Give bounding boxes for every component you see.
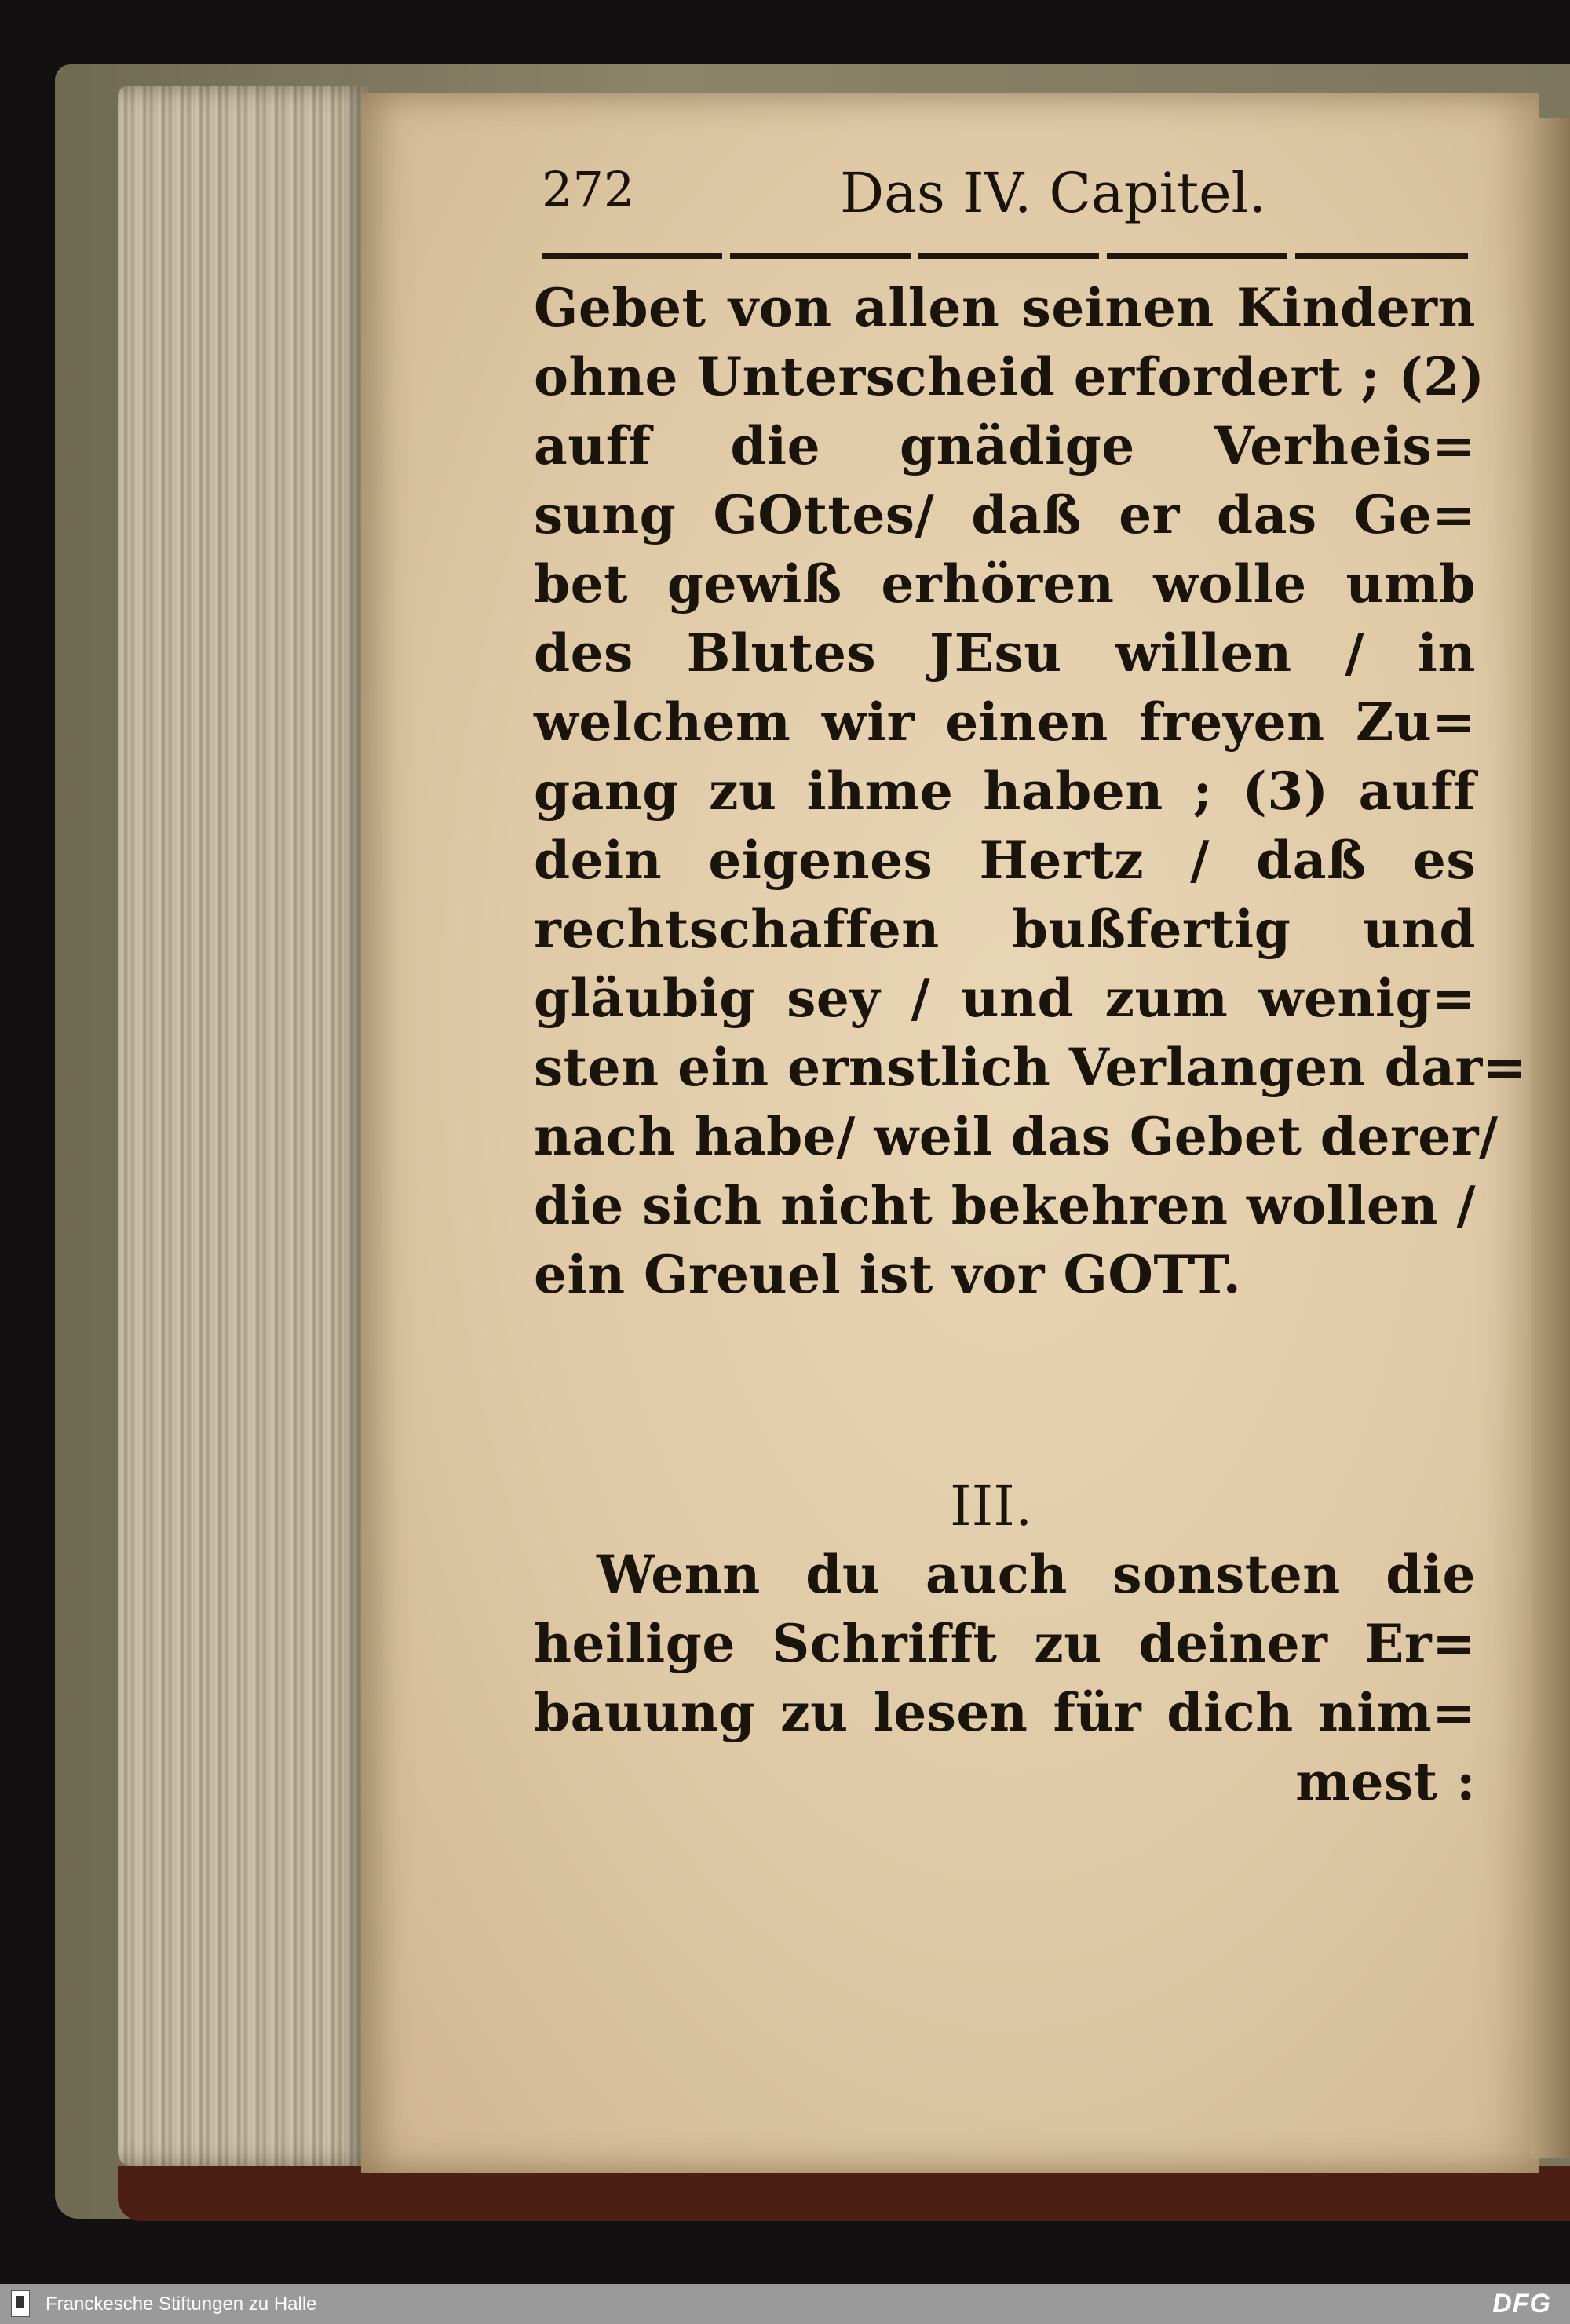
- text-line: dein eigenes Hertz / daß es: [534, 830, 1476, 891]
- text-line: gang zu ihme haben ; (3) auff: [534, 761, 1476, 822]
- text-line: sten ein ernstlich Verlangen dar=: [534, 1037, 1527, 1098]
- text-line: nach habe/ weil das Gebet derer/: [534, 1106, 1499, 1167]
- text-line: heilige Schrifft zu deiner Er=: [534, 1613, 1476, 1674]
- text-line: sung GOttes/ daß er das Ge=: [534, 484, 1476, 545]
- institution-logo-icon: [11, 2290, 30, 2317]
- text-line: ohne Unterscheid erfordert ; (2): [534, 346, 1485, 407]
- text-line: bet gewiß erhören wolle umb: [534, 553, 1476, 615]
- paragraph-2: [534, 1540, 1476, 1816]
- section-number: III.: [950, 1474, 1033, 1538]
- text-line: des Blutes JEsu willen / in: [534, 622, 1476, 684]
- facing-page-edge: [1531, 118, 1570, 2158]
- book-cover-edge: [118, 2166, 1570, 2221]
- page-edges: [118, 86, 369, 2166]
- text-line: welchem wir einen freyen Zu=: [534, 691, 1476, 753]
- header-rule: [542, 253, 1468, 259]
- text-line: rechtschaffen bußfertig und: [534, 899, 1476, 960]
- footer-bar: [0, 2284, 1570, 2324]
- dfg-logo: DFG: [1492, 2289, 1551, 2319]
- text-line: die sich nicht bekehren wollen /: [534, 1175, 1476, 1236]
- text-line: mest :: [1295, 1751, 1476, 1812]
- institution-name: Franckesche Stiftungen zu Halle: [46, 2293, 317, 2315]
- text-line: Gebet von allen seinen Kindern: [534, 277, 1476, 338]
- text-line: Wenn du auch sonsten die: [597, 1544, 1476, 1605]
- page-number: 272: [542, 161, 635, 218]
- text-line: ein Greuel ist vor GOTT.: [534, 1244, 1242, 1305]
- text-line: auff die gnädige Verheis=: [534, 415, 1476, 476]
- text-line: bauung zu lesen für dich nim=: [534, 1682, 1476, 1743]
- paragraph-1: [534, 273, 1527, 1309]
- running-head: [542, 161, 1468, 232]
- text-line: gläubig sey / und zum wenig=: [534, 968, 1476, 1029]
- chapter-title: Das IV. Capitel.: [840, 161, 1267, 225]
